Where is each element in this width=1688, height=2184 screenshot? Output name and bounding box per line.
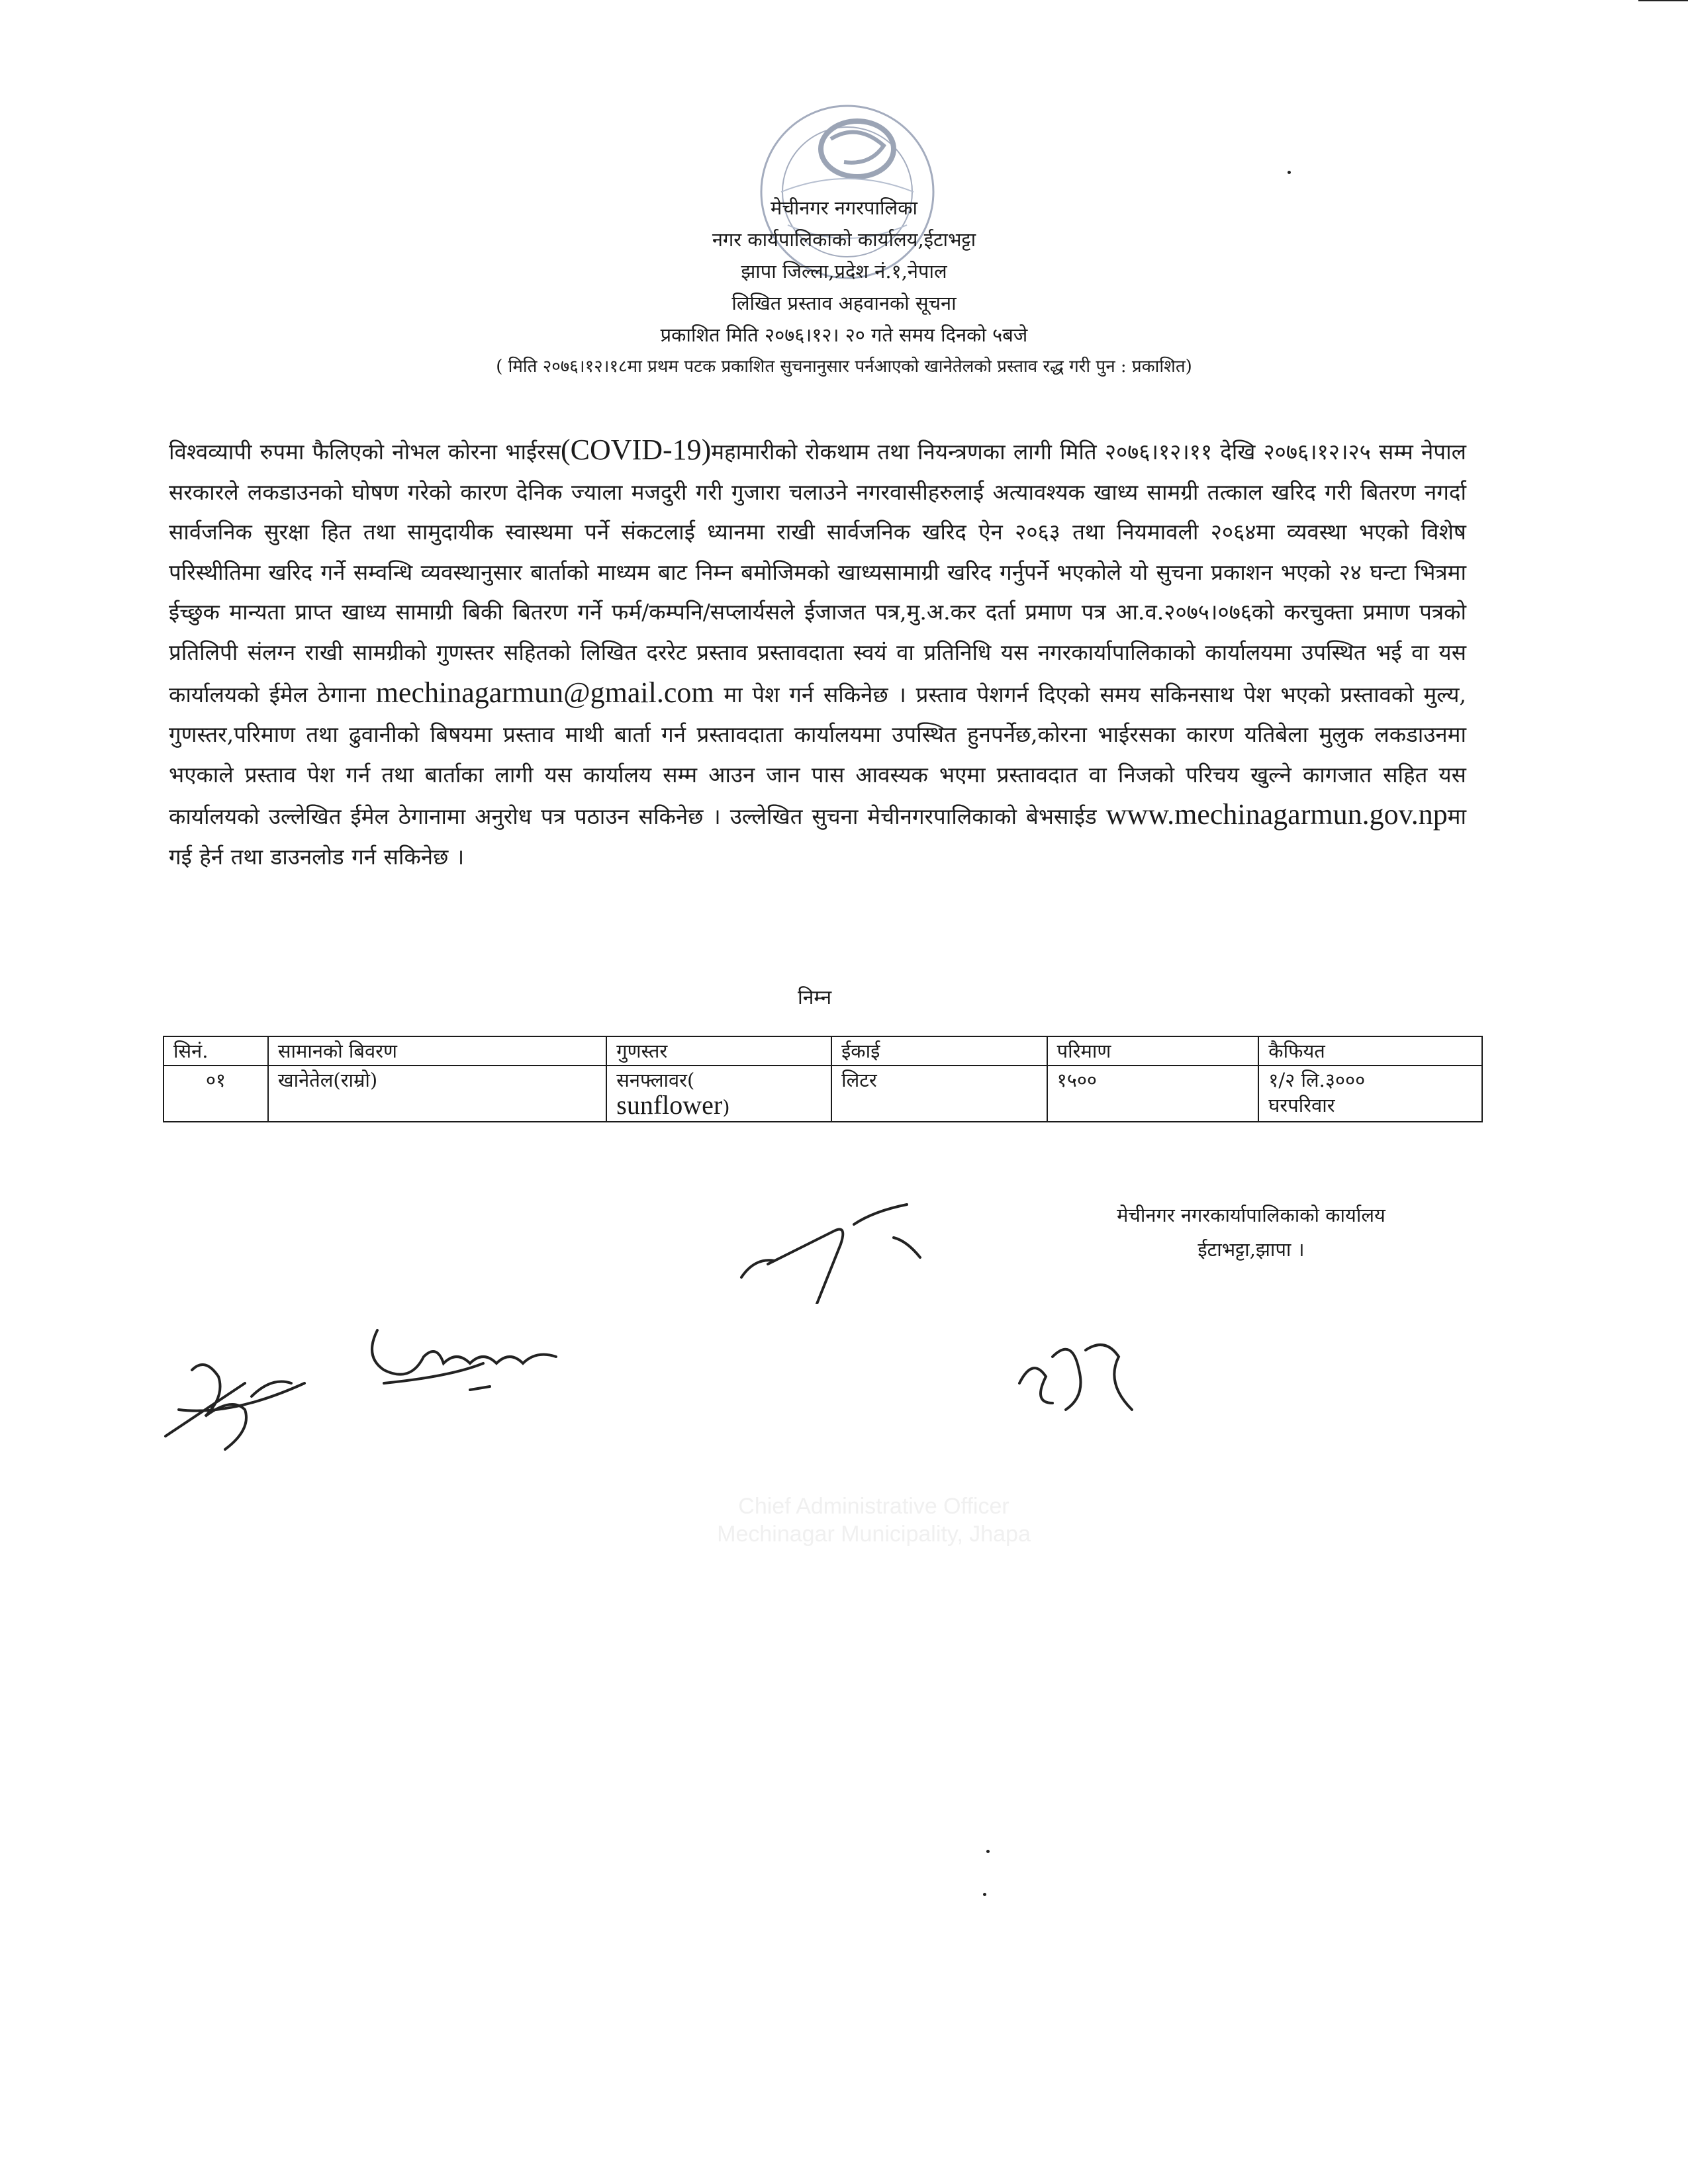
items-table bbox=[163, 1036, 1483, 1122]
quality-close: ) bbox=[722, 1096, 730, 1118]
notice-header bbox=[463, 192, 1225, 383]
table-header-row bbox=[164, 1036, 1482, 1066]
district-address: झापा जिल्ला,प्रदेश नं.१,नेपाल bbox=[741, 260, 947, 283]
signature-top-icon bbox=[722, 1198, 986, 1304]
cell-item: खानेतेल(राम्रो) bbox=[268, 1066, 606, 1122]
republished-note: ( मिति २०७६।१२।१८मा प्रथम पटक प्रकाशित सुचनानुसार पर्नआएको खानेतेलको प्रस्ताव रद्ध गरी पुन : प्रकाशित) bbox=[496, 357, 1192, 377]
office-name: नगर कार्यपालिकाको कार्यालय,ईटाभट्टा bbox=[712, 228, 976, 251]
header-unit: ईकाई bbox=[831, 1036, 1047, 1066]
scan-edge-mark bbox=[1638, 0, 1688, 1]
body-part-1: विश्वव्यापी रुपमा फैलिएको नोभल कोरना भाईरस bbox=[169, 439, 561, 465]
header-remarks: कैफियत bbox=[1258, 1036, 1482, 1066]
faint-stamp-line-2: Mechinagar Municipality, Jhapa bbox=[717, 1522, 1031, 1547]
cell-unit: लिटर bbox=[831, 1066, 1047, 1122]
cell-quantity: १५०० bbox=[1047, 1066, 1259, 1122]
table-row bbox=[164, 1066, 1482, 1122]
signature-middle-icon bbox=[351, 1310, 602, 1403]
office-footer-line-2: ईटाभट्टा,झापा । bbox=[1197, 1238, 1305, 1261]
remarks-line-2: घरपरिवार bbox=[1268, 1094, 1335, 1116]
speck bbox=[986, 1850, 990, 1853]
notice-body bbox=[169, 430, 1466, 878]
quality-np: सनफ्लावर( bbox=[616, 1069, 695, 1091]
signature-right-icon bbox=[1000, 1324, 1145, 1423]
office-footer-line-1: मेचीनगर नगरकार्यापालिकाको कार्यालय bbox=[1117, 1204, 1385, 1226]
speck bbox=[983, 1893, 986, 1896]
covid-label: (COVID-19) bbox=[561, 433, 712, 466]
remarks-line-1: १/२ लि.३००० bbox=[1268, 1069, 1366, 1091]
notice-title: लिखित प्रस्ताव अहवानको सूचना bbox=[731, 292, 957, 314]
office-footer bbox=[1053, 1198, 1450, 1267]
email-address[interactable]: mechinagarmun@gmail.com bbox=[375, 676, 714, 709]
faint-stamp bbox=[675, 1492, 1072, 1548]
municipality-name: मेचीनगर नगरपालिका bbox=[771, 197, 917, 219]
faint-stamp-line-1: Chief Administrative Officer bbox=[738, 1494, 1009, 1519]
header-quantity: परिमाण bbox=[1047, 1036, 1259, 1066]
body-part-4: मा गई हेर्न तथा डाउनलोड गर्न सकिनेछ । bbox=[169, 803, 1466, 870]
body-part-2: महामारीको रोकथाम तथा नियन्त्रणका लागी मिति २०७६।१२।११ देखि २०७६।१२।२५ सम्म नेपाल सरकारले लकडाउनको घोषण गरेको कारण देनिक ज्याला मजदुरी गरी गुजारा चलाउने नगरवासीहरुलाई अत्यावश्यक खाध्य सामग्री तत्काल खरिद गरी बितरण नगर्दा सार्वजनिक सुरक्षा हित तथा सामुदायीक स्वास्थमा पर्ने संकटलाई ध्यानमा राखी सार्वजनिक खरिद ऐन २०६३ तथा नियमावली २०६४मा व्यवस्था भएको विशेष परिस्थीतिमा खरिद गर्ने सम्वन्धि व्यवस्थानुसार बार्ताको माध्यम बाट निम्न बमोजिमको खाध्यसामाग्री खरिद गर्नुपर्ने भएकोले यो सुचना प्रकाशन भएको २४ घन्टा भित्रमा ईच्छुक मान्यता प्राप्त खाध्य सामाग्री बिकी बितरण गर्ने फर्म/कम्पनि/सप्लार्यसले ईजाजत पत्र,मु.अ.कर दर्ता प्रमाण पत्र आ.व.२०७५।०७६को करचुक्ता प्रमाण पत्रको प्रतिलिपी संलग्न राखी सामग्रीको गुणस्तर सहितको लिखित दररेट प्रस्ताव प्रस्तावदाता स्वयं वा प्रतिनिधि यस नगरकार्यापालिकाको कार्यालयमा उपस्थित भई वा यस कार्यालयको ईमेल ठेगाना bbox=[169, 439, 1466, 707]
cell-remarks bbox=[1258, 1066, 1482, 1122]
header-quality: गुणस्तर bbox=[606, 1036, 831, 1066]
signature-left-icon bbox=[152, 1330, 324, 1456]
speck bbox=[1288, 171, 1291, 174]
cell-quality bbox=[606, 1066, 831, 1122]
body-part-3: मा पेश गर्न सकिनेछ । प्रस्ताव पेशगर्न दिएको समय सकिनसाथ पेश भएको प्रस्तावको मुल्य, गुणस्तर,परिमाण तथा ढुवानीको बिषयमा प्रस्ताव माथी बार्ता गर्न प्रस्तावदाता कार्यालयमा उपस्थित हुनपर्नेछ,कोरना भाईरसका कारण यतिबेला मुलुक लकडाउनमा भएकाले प्रस्ताव पेश गर्न तथा बार्ताका लागी यस कार्यालय सम्म आउन जान पास आवस्यक भएमा प्रस्तावदात वा निजको परिचय खुल्ने कागजात सहित यस कार्यालयको उल्लेखित ईमेल ठेगानामा अनुरोध पत्र पठाउन सकिनेछ । उल्लेखित सुचना मेचीनगरपालिकाको बेभसाईड bbox=[169, 681, 1466, 830]
quality-en: sunflower bbox=[616, 1090, 723, 1120]
cell-sn: ०१ bbox=[164, 1066, 268, 1122]
header-item: सामानको बिवरण bbox=[268, 1036, 606, 1066]
website-link[interactable]: www.mechinagarmun.gov.np bbox=[1105, 798, 1448, 831]
header-sn: सिनं. bbox=[164, 1036, 268, 1066]
table-caption: निम्न bbox=[798, 986, 832, 1009]
published-date: प्रकाशित मिति २०७६।१२। २० गते समय दिनको ५बजे bbox=[660, 324, 1028, 346]
